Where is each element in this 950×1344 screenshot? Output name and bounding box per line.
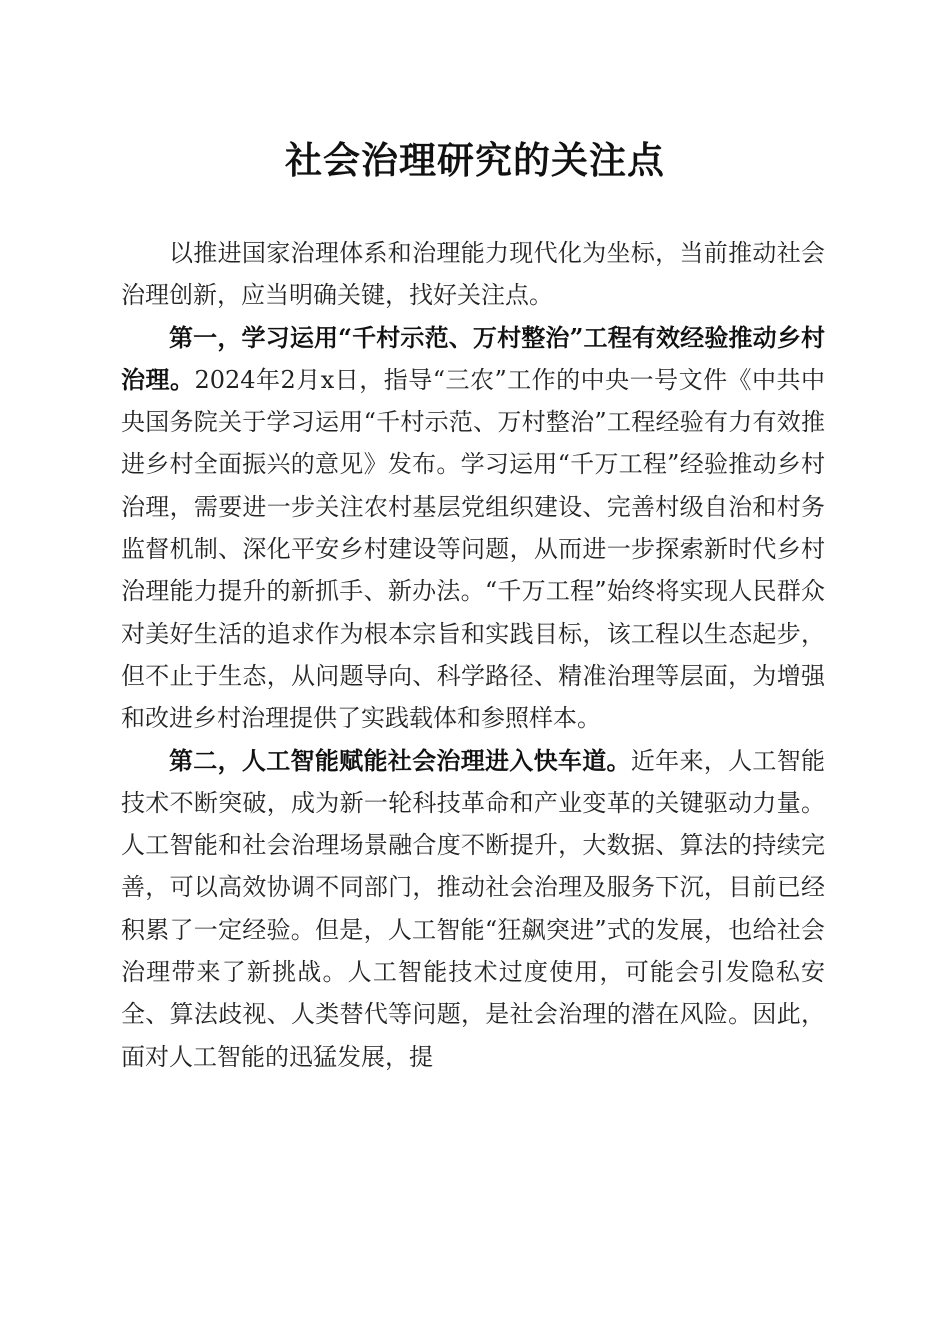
section-2-text: 近年来，人工智能技术不断突破，成为新一轮科技革命和产业变革的关键驱动力量。人工智能和社会治理场景融合度不断提升，大数据、算法的持续完善，可以高效协调不同部门，推动社会治理及服务下沉，目前已经积累了一定经验。但是，人工智能“狂飙突进”式的发展，也给社会治理带来了新挑战。人工智能技术过度使用，可能会引发隐私安全、算法歧视、人类替代等问题，是社会治理的潜在风险。因此，面对人工智能的迅猛发展，提 <box>121 746 826 1071</box>
section-1-heading: 第一，学习运用“千村示范、万村整治”工程有效经验推动乡村治理。 <box>121 322 825 394</box>
document-body <box>121 232 825 1078</box>
section-1-text: 2024年2月x日，指导“三农”工作的中央一号文件《中共中央国务院关于学习运用“千村示范、万村整治”工程经验有力有效推进乡村全面振兴的意见》发布。学习运用“千万工程”经验推动乡村治理，需要进一步关注农村基层党组织建设、完善村级自治和村务监督机制、深化平安乡村建设等问题，从而进一步探索新时代乡村治理能力提升的新抓手、新办法。“千万工程”始终将实现人民群众对美好生活的追求作为根本宗旨和实践目标，该工程以生态起步，但不止于生态，从问题导向、科学路径、精准治理等层面，为增强和改进乡村治理提供了实践载体和参照样本。 <box>121 365 826 733</box>
section-paragraph-1 <box>121 317 825 740</box>
page-title: 社会治理研究的关注点 <box>285 138 665 182</box>
section-paragraph-2 <box>121 740 825 1078</box>
intro-paragraph: 以推进国家治理体系和治理能力现代化为坐标，当前推动社会治理创新，应当明确关键，找好关注点。 <box>121 239 825 310</box>
section-2-heading: 第二，人工智能赋能社会治理进入快车道。 <box>169 745 631 775</box>
